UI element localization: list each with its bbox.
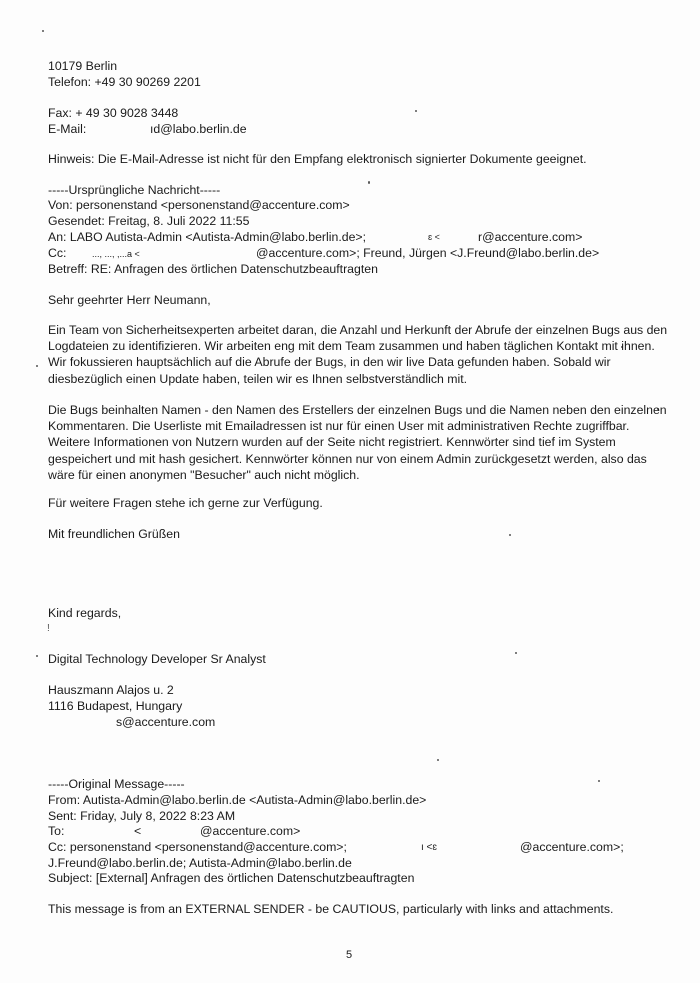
reply-closing: Mit freundlichen Grüßen [48, 527, 180, 541]
scan-speck [415, 110, 417, 112]
reply-cc-label: Cc: [48, 246, 67, 260]
header-fax: Fax: + 49 30 9028 3448 [48, 106, 179, 120]
original-from: From: Autista-Admin@labo.berlin.de <Autista-Admin@labo.berlin.de> [48, 793, 427, 807]
original-cc-redacted: ı <ɛ [421, 842, 437, 853]
signature-email: s@accenture.com [116, 715, 216, 729]
reply-cc-redacted: ..., ..., ,...a < [92, 249, 140, 259]
original-subject: Subject: [External] Anfragen des örtlichen Datenschutzbeauftragten [48, 871, 415, 885]
scan-speck [598, 780, 600, 782]
signature-mark: ! [47, 623, 50, 634]
signature-street: Hauszmann Alajos u. 2 [48, 683, 174, 697]
original-sent: Sent: Friday, July 8, 2022 8:23 AM [48, 809, 236, 823]
reply-kind-regards: Kind regards, [48, 606, 122, 620]
reply-subject: Betreff: RE: Anfragen des örtlichen Datenschutzbeauftragten [48, 262, 378, 276]
original-cc-email: @accenture.com>; [520, 840, 624, 854]
header-phone: Telefon: +49 30 90269 2201 [48, 75, 201, 89]
scan-speck [509, 534, 511, 536]
header-city: 10179 Berlin [48, 59, 118, 73]
scan-speck [515, 652, 517, 654]
original-cc-line2: J.Freund@labo.berlin.de; Autista-Admin@labo.berlin.de [48, 856, 352, 870]
signature-notice: Hinweis: Die E-Mail-Adresse ist nicht für den Empfang elektronisch signierter Dokumente geeignet. [48, 152, 587, 166]
original-to-email: @accenture.com> [200, 824, 301, 838]
original-to-redacted: < [134, 824, 142, 838]
signature-title: Digital Technology Developer Sr Analyst [48, 652, 266, 666]
reply-divider: -----Ursprüngliche Nachricht----- [48, 183, 221, 197]
reply-cc-email: @accenture.com>; Freund, Jürgen <J.Freund@labo.berlin.de> [256, 246, 600, 260]
scan-speck [437, 759, 439, 761]
scan-speck [42, 30, 44, 32]
reply-to-redacted: ɛ < [428, 232, 440, 242]
reply-paragraph-1: Ein Team von Sicherheitsexperten arbeitet daran, die Anzahl und Herkunft der Abrufe der einzelnen Bugs aus den Logdateien zu identifizieren. Wir arbeiten eng mit dem Team zusammen und haben täglichen Kontakt mit ihnen. Wir fokussieren hauptsächlich auf die Abrufe der Bugs, in den wir live Data gefunden haben. Sobald wir diesbezüglich einen Update haben, teilen wir es Ihnen selbstverständlich mit. [48, 323, 668, 386]
reply-from: Von: personenstand <personenstand@accenture.com> [48, 198, 350, 212]
page-number: 5 [346, 949, 353, 961]
reply-sent: Gesendet: Freitag, 8. Juli 2022 11:55 [48, 214, 250, 228]
reply-to-email: r@accenture.com> [478, 230, 583, 244]
scan-speck [368, 181, 370, 184]
scan-speck [36, 655, 38, 657]
original-to-label: To: [48, 824, 65, 838]
header-email-label: E-Mail: [48, 122, 87, 136]
reply-paragraph-3: Für weitere Fragen stehe ich gerne zur Verfügung. [48, 496, 323, 510]
original-divider: -----Original Message----- [48, 777, 185, 791]
signature-city: 1116 Budapest, Hungary [48, 699, 183, 713]
reply-paragraph-2: Die Bugs beinhalten Namen - den Namen des Erstellers der einzelnen Bugs und die Namen neben den einzelnen Kommentaren. Die Userliste mit Emailadressen ist nur für einen User mit administrativen Rechte zugriffbar. Weitere Informationen von Nutzern wurden auf der Seite nicht registriert. Kennwörter sind tief im System gespeichert und mit hash gesichert. Kennwörter können nur von einem Admin zurückgesetzt werden, also das wäre für einen anonymen "Besucher" auch nicht möglich. [48, 403, 667, 482]
scan-speck [36, 365, 38, 367]
reply-to: An: LABO Autista-Admin <Autista-Admin@labo.berlin.de>; [48, 230, 367, 244]
external-sender-warning: This message is from an EXTERNAL SENDER - be CAUTIOUS, particularly with links and attachments. [48, 902, 614, 916]
header-email-value: ıd@labo.berlin.de [150, 122, 247, 136]
original-cc: Cc: personenstand <personenstand@accenture.com>; [48, 840, 347, 854]
reply-greeting: Sehr geehrter Herr Neumann, [48, 293, 211, 307]
